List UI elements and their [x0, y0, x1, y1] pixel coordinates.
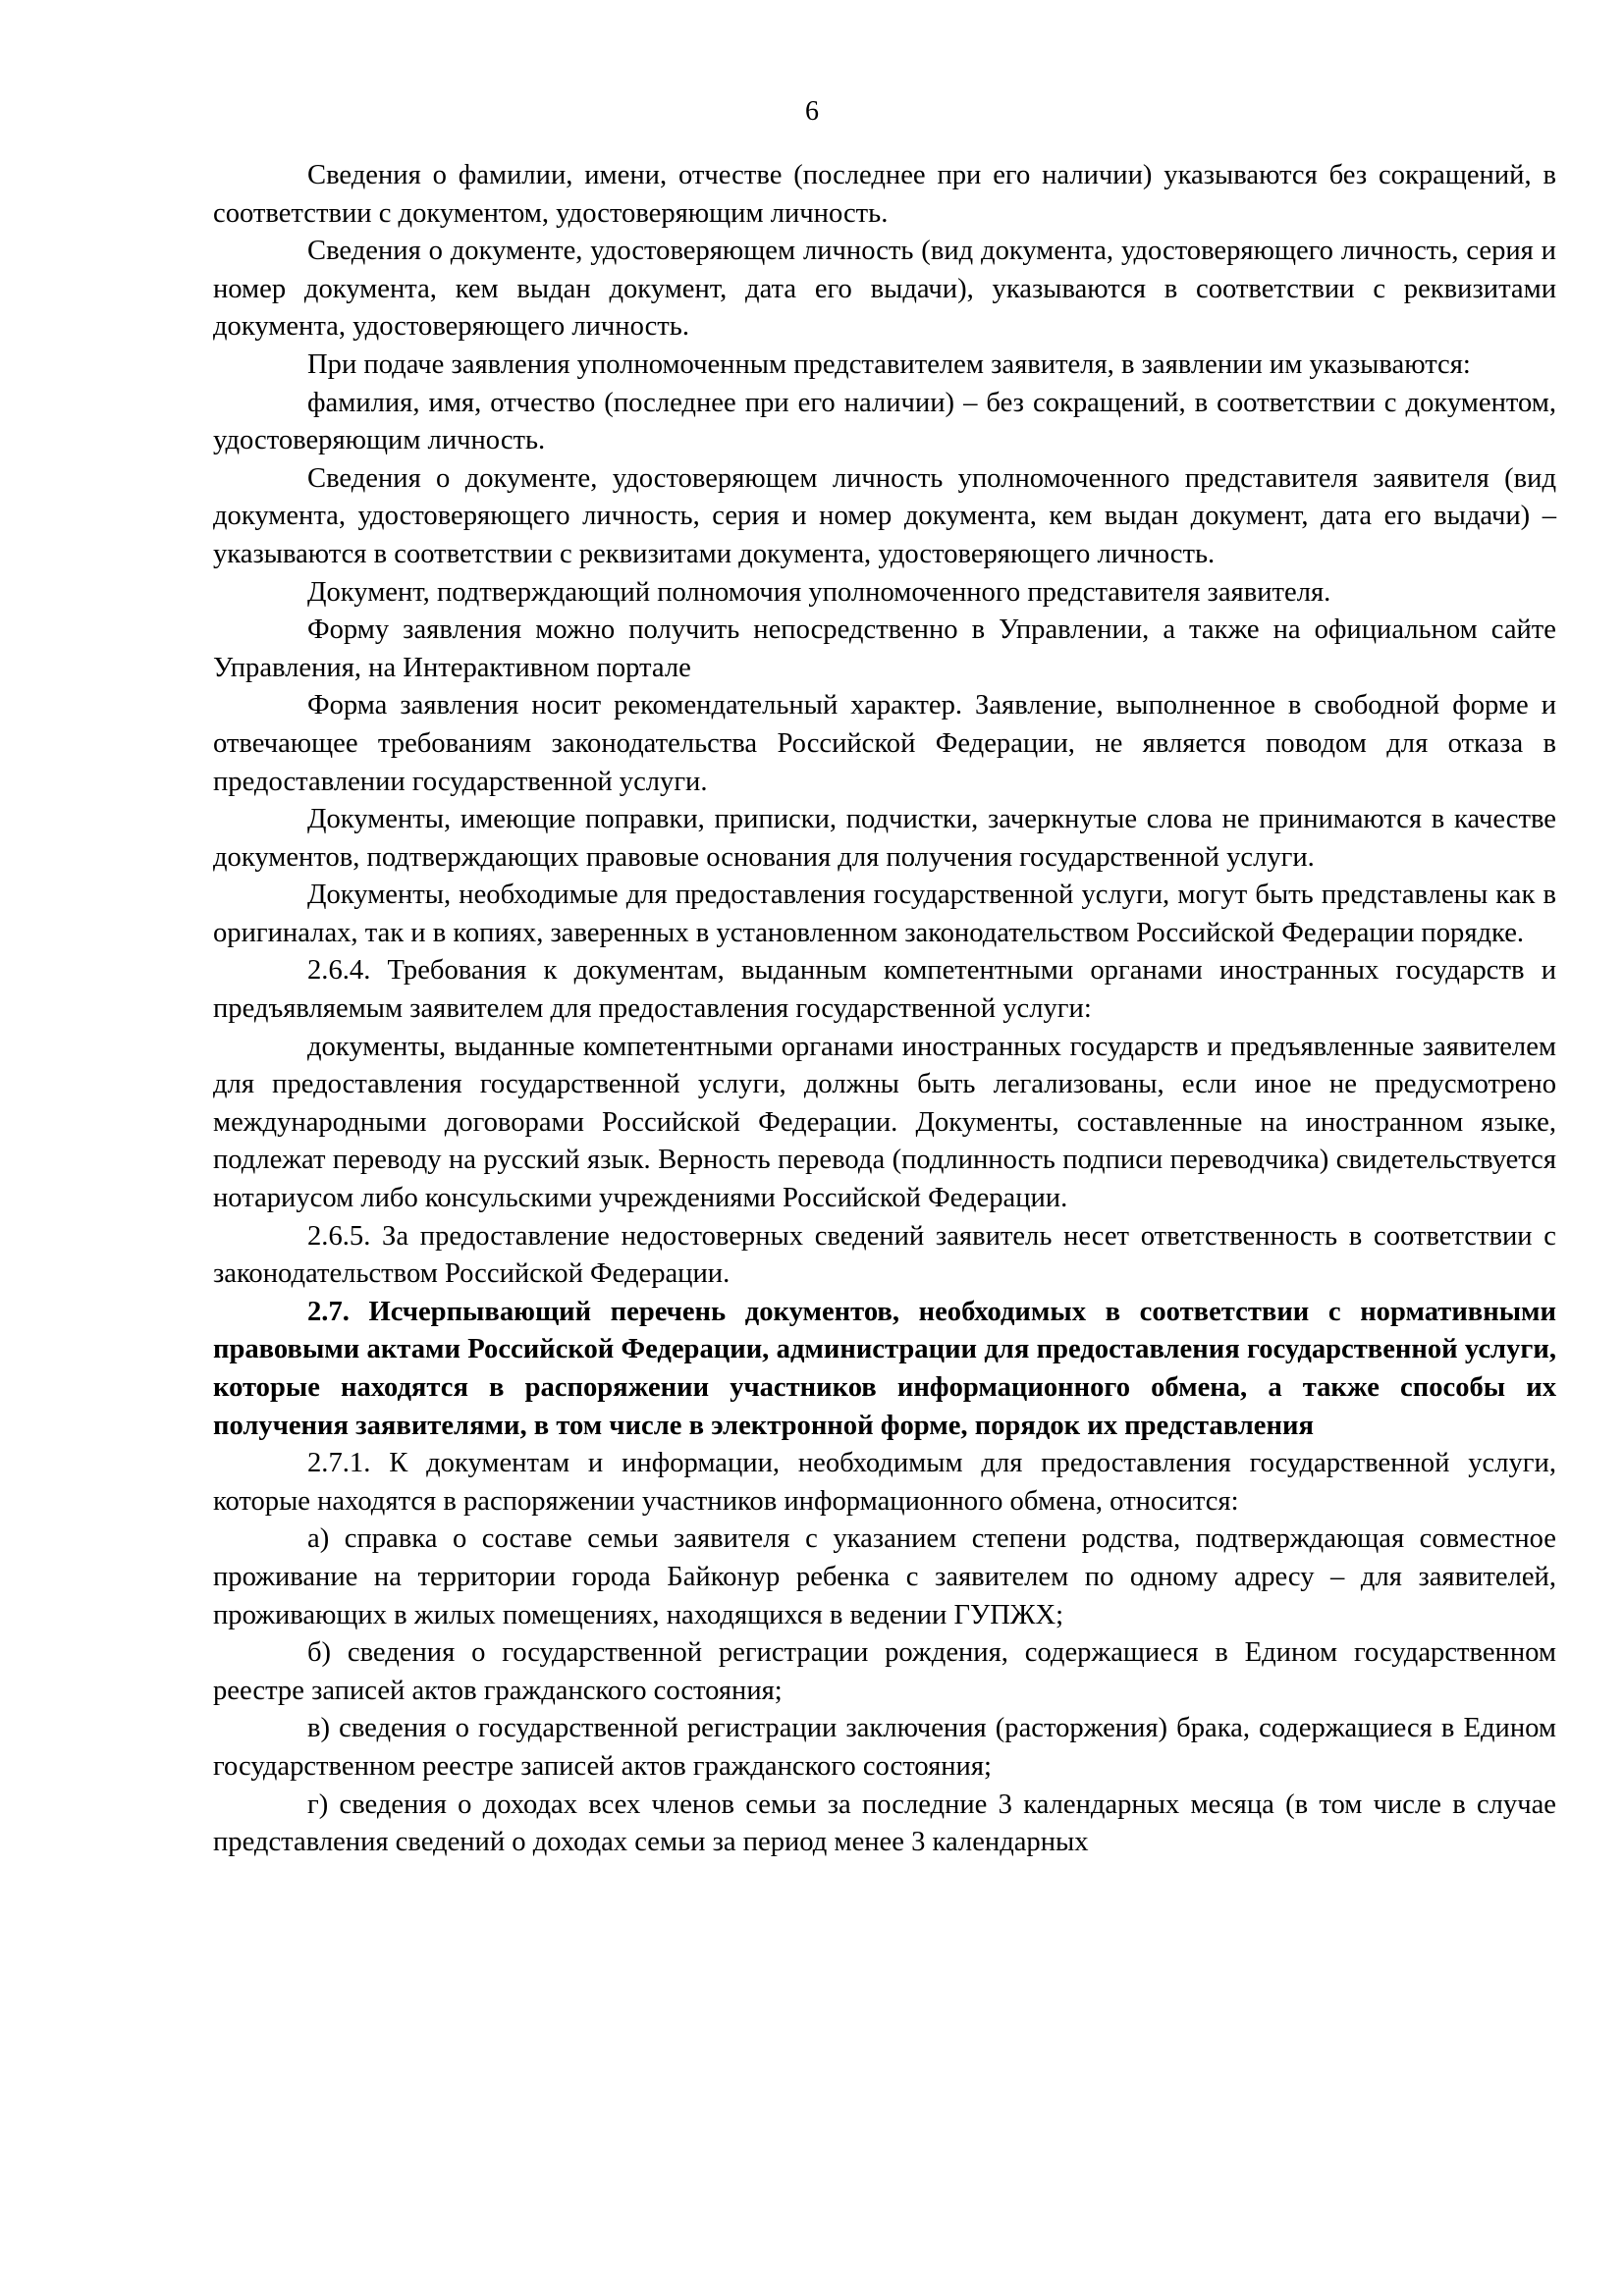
- page-number: 6: [805, 96, 819, 127]
- paragraph-full-name: Сведения о фамилии, имени, отчестве (последнее при его наличии) указываются без сокращений, в соответствии с документом, удостоверяющим личность.: [213, 160, 1556, 229]
- list-item-g: г) сведения о доходах всех членов семьи за последние 3 календарных месяца (в том числе в случае представления сведений о доходах семьи за период менее 3 календарных: [213, 1789, 1556, 1858]
- section-heading-2-7: 2.7. Исчерпывающий перечень документов, необходимых в соответствии с нормативными правовыми актами Российской Федерации, администрации для предоставления государственной услуги, которые находятся в распоряжении участников информационного обмена, а также способы их получения заявителями, в том числе в электронной форме, порядок их представления: [213, 1296, 1556, 1441]
- list-item-b: б) сведения о государственной регистрации рождения, содержащиеся в Едином государственном реестре записей актов гражданского состояния;: [213, 1637, 1556, 1706]
- paragraph-corrected-documents: Документы, имеющие поправки, приписки, подчистки, зачеркнутые слова не принимаются в качестве документов, подтверждающих правовые основания для получения государственной услуги.: [213, 804, 1556, 873]
- paragraph-section-2-6-4: 2.6.4. Требования к документам, выданным компетентными органами иностранных государств и предъявляемым заявителем для предоставления государственной услуги:: [213, 955, 1556, 1025]
- paragraph-originals-or-copies: Документы, необходимые для предоставления государственной услуги, могут быть представлены как в оригиналах, так и в копиях, заверенных в установленном законодательством Российской Федерации порядке.: [213, 880, 1556, 948]
- paragraph-authority-document: Документ, подтверждающий полномочия уполномоченного представителя заявителя.: [307, 576, 1331, 608]
- list-item-a: а) справка о составе семьи заявителя с указанием степени родства, подтверждающая совместное проживание на территории города Байконур ребенка с заявителем по одному адресу – для заявителей, проживающих в жилых помещениях, находящихся в ведении ГУПЖХ;: [213, 1523, 1556, 1630]
- paragraph-application-form-source: Форму заявления можно получить непосредственно в Управлении, а также на официальном сайте Управления, на Интерактивном портале: [213, 614, 1556, 683]
- paragraph-application-form-nature: Форма заявления носит рекомендательный характер. Заявление, выполненное в свободной форме и отвечающее требованиям законодательства Российской Федерации, не является поводом для отказа в предоставлении государственной услуги.: [213, 690, 1556, 797]
- paragraph-foreign-documents: документы, выданные компетентными органами иностранных государств и предъявленные заявителем для предоставления государственной услуги, должны быть легализованы, если иное не предусмотрено международными договорами Российской Федерации. Документы, составленные на иностранном языке, подлежат переводу на русский язык. Верность перевода (подлинность подписи переводчика) свидетельствуется нотариусом либо консульскими учреждениями Российской Федерации.: [213, 1031, 1556, 1214]
- list-item-v: в) сведения о государственной регистрации заключения (расторжения) брака, содержащиеся в Едином государственном реестре записей актов гражданского состояния;: [213, 1713, 1556, 1782]
- paragraph-representative-document: Сведения о документе, удостоверяющем личность уполномоченного представителя заявителя (вид документа, удостоверяющего личность, серия и номер документа, кем выдан документ, дата его выдачи) – указываются в соответствии с реквизитами документа, удостоверяющего личность.: [213, 462, 1556, 569]
- paragraph-representative-name: фамилия, имя, отчество (последнее при его наличии) – без сокращений, в соответствии с документом, удостоверяющим личность.: [213, 387, 1556, 456]
- paragraph-representative-intro: При подаче заявления уполномоченным представителем заявителя, в заявлении им указываются:: [307, 348, 1471, 380]
- paragraph-section-2-7-1: 2.7.1. К документам и информации, необходимым для предоставления государственной услуги, которые находятся в распоряжении участников информационного обмена, относится:: [213, 1448, 1556, 1517]
- paragraph-identity-document: Сведения о документе, удостоверяющем личность (вид документа, удостоверяющего личность, серия и номер документа, кем выдан документ, дата его выдачи), указываются в соответствии с реквизитами документа, удостоверяющего личность.: [213, 236, 1556, 343]
- document-body: [213, 157, 1556, 1862]
- paragraph-section-2-6-5: 2.6.5. За предоставление недостоверных сведений заявитель несет ответственность в соответствии с законодательством Российской Федерации.: [213, 1220, 1556, 1290]
